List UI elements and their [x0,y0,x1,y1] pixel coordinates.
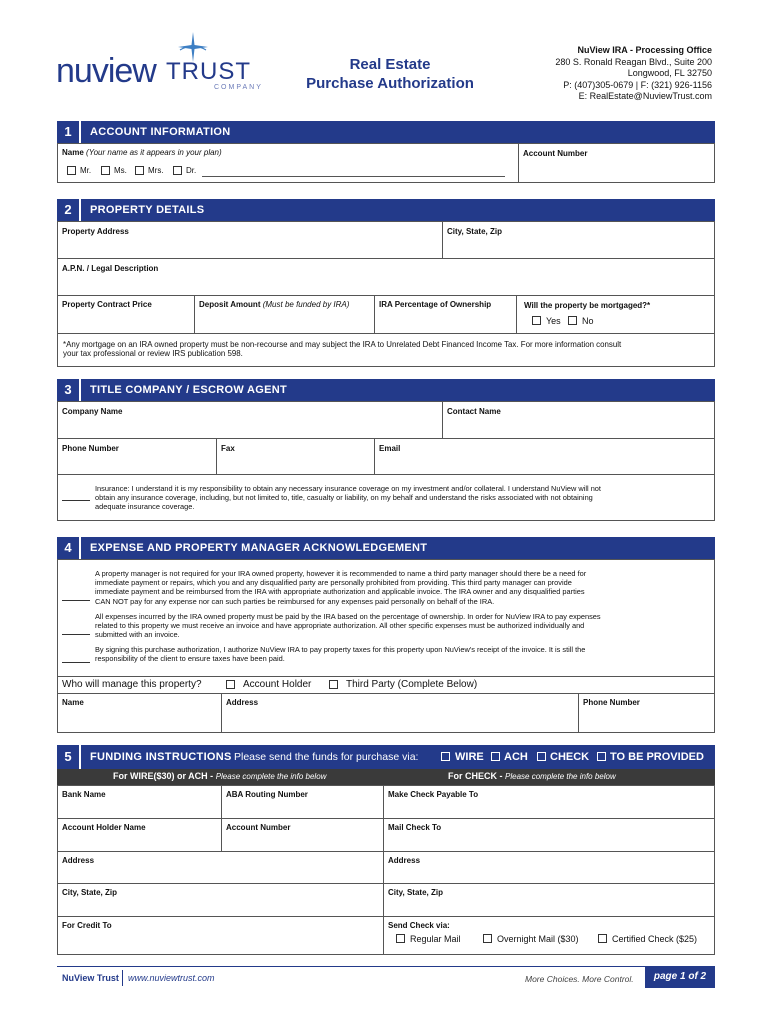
mortgaged-question: Will the property be mortgaged?* [524,301,651,310]
third-party-checkbox[interactable] [329,680,338,689]
wire-checkbox[interactable] [441,752,450,761]
manager-name-label: Name [62,698,84,707]
wire-header: For WIRE($30) or ACH - Please complete the info below [113,771,327,781]
property-address-label: Property Address [62,227,129,236]
manager-address-label: Address [226,698,259,707]
mortgage-no-checkbox[interactable] [568,316,577,325]
email-label: Email [379,444,401,453]
ms-label: Ms. [114,166,127,175]
wire-city-label: City, State, Zip [62,888,117,897]
ach-checkbox[interactable] [491,752,500,761]
account-holder-label: Account Holder [243,679,312,690]
expense-initial-line-3[interactable] [62,662,90,663]
contract-price-label: Property Contract Price [62,300,152,309]
tbp-checkbox[interactable] [597,752,606,761]
certified-check-checkbox[interactable] [598,934,607,943]
deposit-amount-label: Deposit Amount (Must be funded by IRA) [199,300,350,309]
account-holder-checkbox[interactable] [226,680,235,689]
mrs-label: Mrs. [148,166,164,175]
wire-address-label: Address [62,856,95,865]
check-city-label: City, State, Zip [388,888,443,897]
apn-label: A.P.N. / Legal Description [62,264,159,273]
section-header-expense: 4 EXPENSE AND PROPERTY MANAGER ACKNOWLEDGEMENT [57,537,715,559]
company-name-label: Company Name [62,407,123,416]
third-party-label: Third Party (Complete Below) [346,679,478,690]
mrs-checkbox[interactable] [135,166,144,175]
funding-subtitle: Please send the funds for purchase via: [234,751,419,763]
for-credit-to-label: For Credit To [62,921,112,930]
footer-url[interactable]: www.nuviewtrust.com [128,973,215,983]
title-phone-label: Phone Number [62,444,119,453]
funding-box [57,785,715,955]
account-holder-name-label: Account Holder Name [62,823,146,832]
manager-phone-label: Phone Number [583,698,640,707]
check-checkbox[interactable] [537,752,546,761]
logo-wordmark: nuview [56,52,156,90]
logo-company: COMPANY [214,84,263,91]
insurance-statement: Insurance: I understand it is my responsibility to obtain any necessary insurance coverage on my investment and/or collateral. I understand NuView will not obtain any insurance coverage, including, but not limited to, title, casualty or liability, on my behalf and understand the risks associated with not obtaining adequate insurance coverage. [95,484,601,512]
aba-routing-label: ABA Routing Number [226,790,308,799]
regular-mail-label: Regular Mail [410,934,461,944]
ms-checkbox[interactable] [101,166,110,175]
send-check-via-label: Send Check via: [388,921,450,930]
check-label: CHECK [550,751,590,763]
tbp-label: TO BE PROVIDED [610,751,704,763]
mortgage-yes-checkbox[interactable] [532,316,541,325]
overnight-mail-label: Overnight Mail ($30) [497,934,579,944]
expense-initial-line-1[interactable] [62,600,90,601]
expense-paragraph-2: All expenses incurred by the IRA owned property must be paid by the IRA based on the percentage of ownership. In order for NuView IRA to pay expenses related to this property we must receive an invoice and have appropriate authorization. All other specific expenses must be authorized individually and submitted with an invoice. [95,612,601,640]
expense-initial-line-2[interactable] [62,634,90,635]
name-label: Name (Your name as it appears in your plan) [62,148,222,157]
mail-check-to-label: Mail Check To [388,823,442,832]
funding-account-number-label: Account Number [226,823,291,832]
footer-brand: NuView Trust [62,973,119,983]
city-state-zip-label: City, State, Zip [447,227,502,236]
page-title: Real Estate Purchase Authorization [306,56,474,92]
name-input-line[interactable] [202,176,505,177]
section-header-account-information: 1 ACCOUNT INFORMATION [57,121,715,143]
ira-percentage-label: IRA Percentage of Ownership [379,300,492,309]
section-header-title-company: 3 TITLE COMPANY / ESCROW AGENT [57,379,715,401]
section-header-funding: 5 FUNDING INSTRUCTIONS Please send the funds for purchase via: WIRE ACH CHECK TO BE PROVIDED [57,745,715,769]
funding-subheader-bar [57,769,715,785]
regular-mail-checkbox[interactable] [396,934,405,943]
mr-label: Mr. [80,166,92,175]
page-indicator: page 1 of 2 [645,966,715,988]
manage-question: Who will manage this property? [62,679,202,690]
expense-paragraph-1: A property manager is not required for your IRA owned property, however it is recommended to name a third party manager should there be a need for immediate payment or repairs, which you and any disqualified party are personally prohibited from providing. This third party manager can provide immediate payment and be reimbursed from the IRA with appropriate authorization and applicable invoice. The IRA owner and any disqualified parties CAN NOT pay for any expense nor can such parties be reimbursed for any expenses paid personally on behalf of the IRA. [95,569,587,606]
dr-label: Dr. [186,166,197,175]
yes-label: Yes [546,316,561,326]
section-header-property-details: 2 PROPERTY DETAILS [57,199,715,221]
certified-check-label: Certified Check ($25) [612,934,698,944]
bank-name-label: Bank Name [62,790,106,799]
expense-paragraph-3: By signing this purchase authorization, I authorize NuView IRA to pay property taxes for this property upon NuView's receipt of the invoice. It is still the responsibility of the client to ensure taxes have been paid. [95,645,586,664]
check-header: For CHECK - Please complete the info below [448,771,616,781]
ach-label: ACH [504,751,528,763]
overnight-mail-checkbox[interactable] [483,934,492,943]
dr-checkbox[interactable] [173,166,182,175]
mortgage-note: *Any mortgage on an IRA owned property must be non-recourse and may subject the IRA to Unrelated Debt Financed Income Tax. For more information consult your tax professional or review IRS publication 598. [63,340,622,359]
contact-name-label: Contact Name [447,407,501,416]
check-address-label: Address [388,856,421,865]
office-info: NuView IRA - Processing Office 280 S. Ronald Reagan Blvd., Suite 200 Longwood, FL 32750 P: (407)305-0679 | F: (321) 926-1156 E: RealEstate@NuviewTrust.com [555,45,712,102]
no-label: No [582,316,594,326]
insurance-initial-line[interactable] [62,500,90,501]
mr-checkbox[interactable] [67,166,76,175]
make-check-label: Make Check Payable To [388,790,479,799]
footer-tagline: More Choices. More Control. [525,974,634,984]
account-number-label: Account Number [523,149,588,158]
fax-label: Fax [221,444,235,453]
wire-label: WIRE [455,751,484,763]
logo-trust: TRUST [166,58,251,85]
